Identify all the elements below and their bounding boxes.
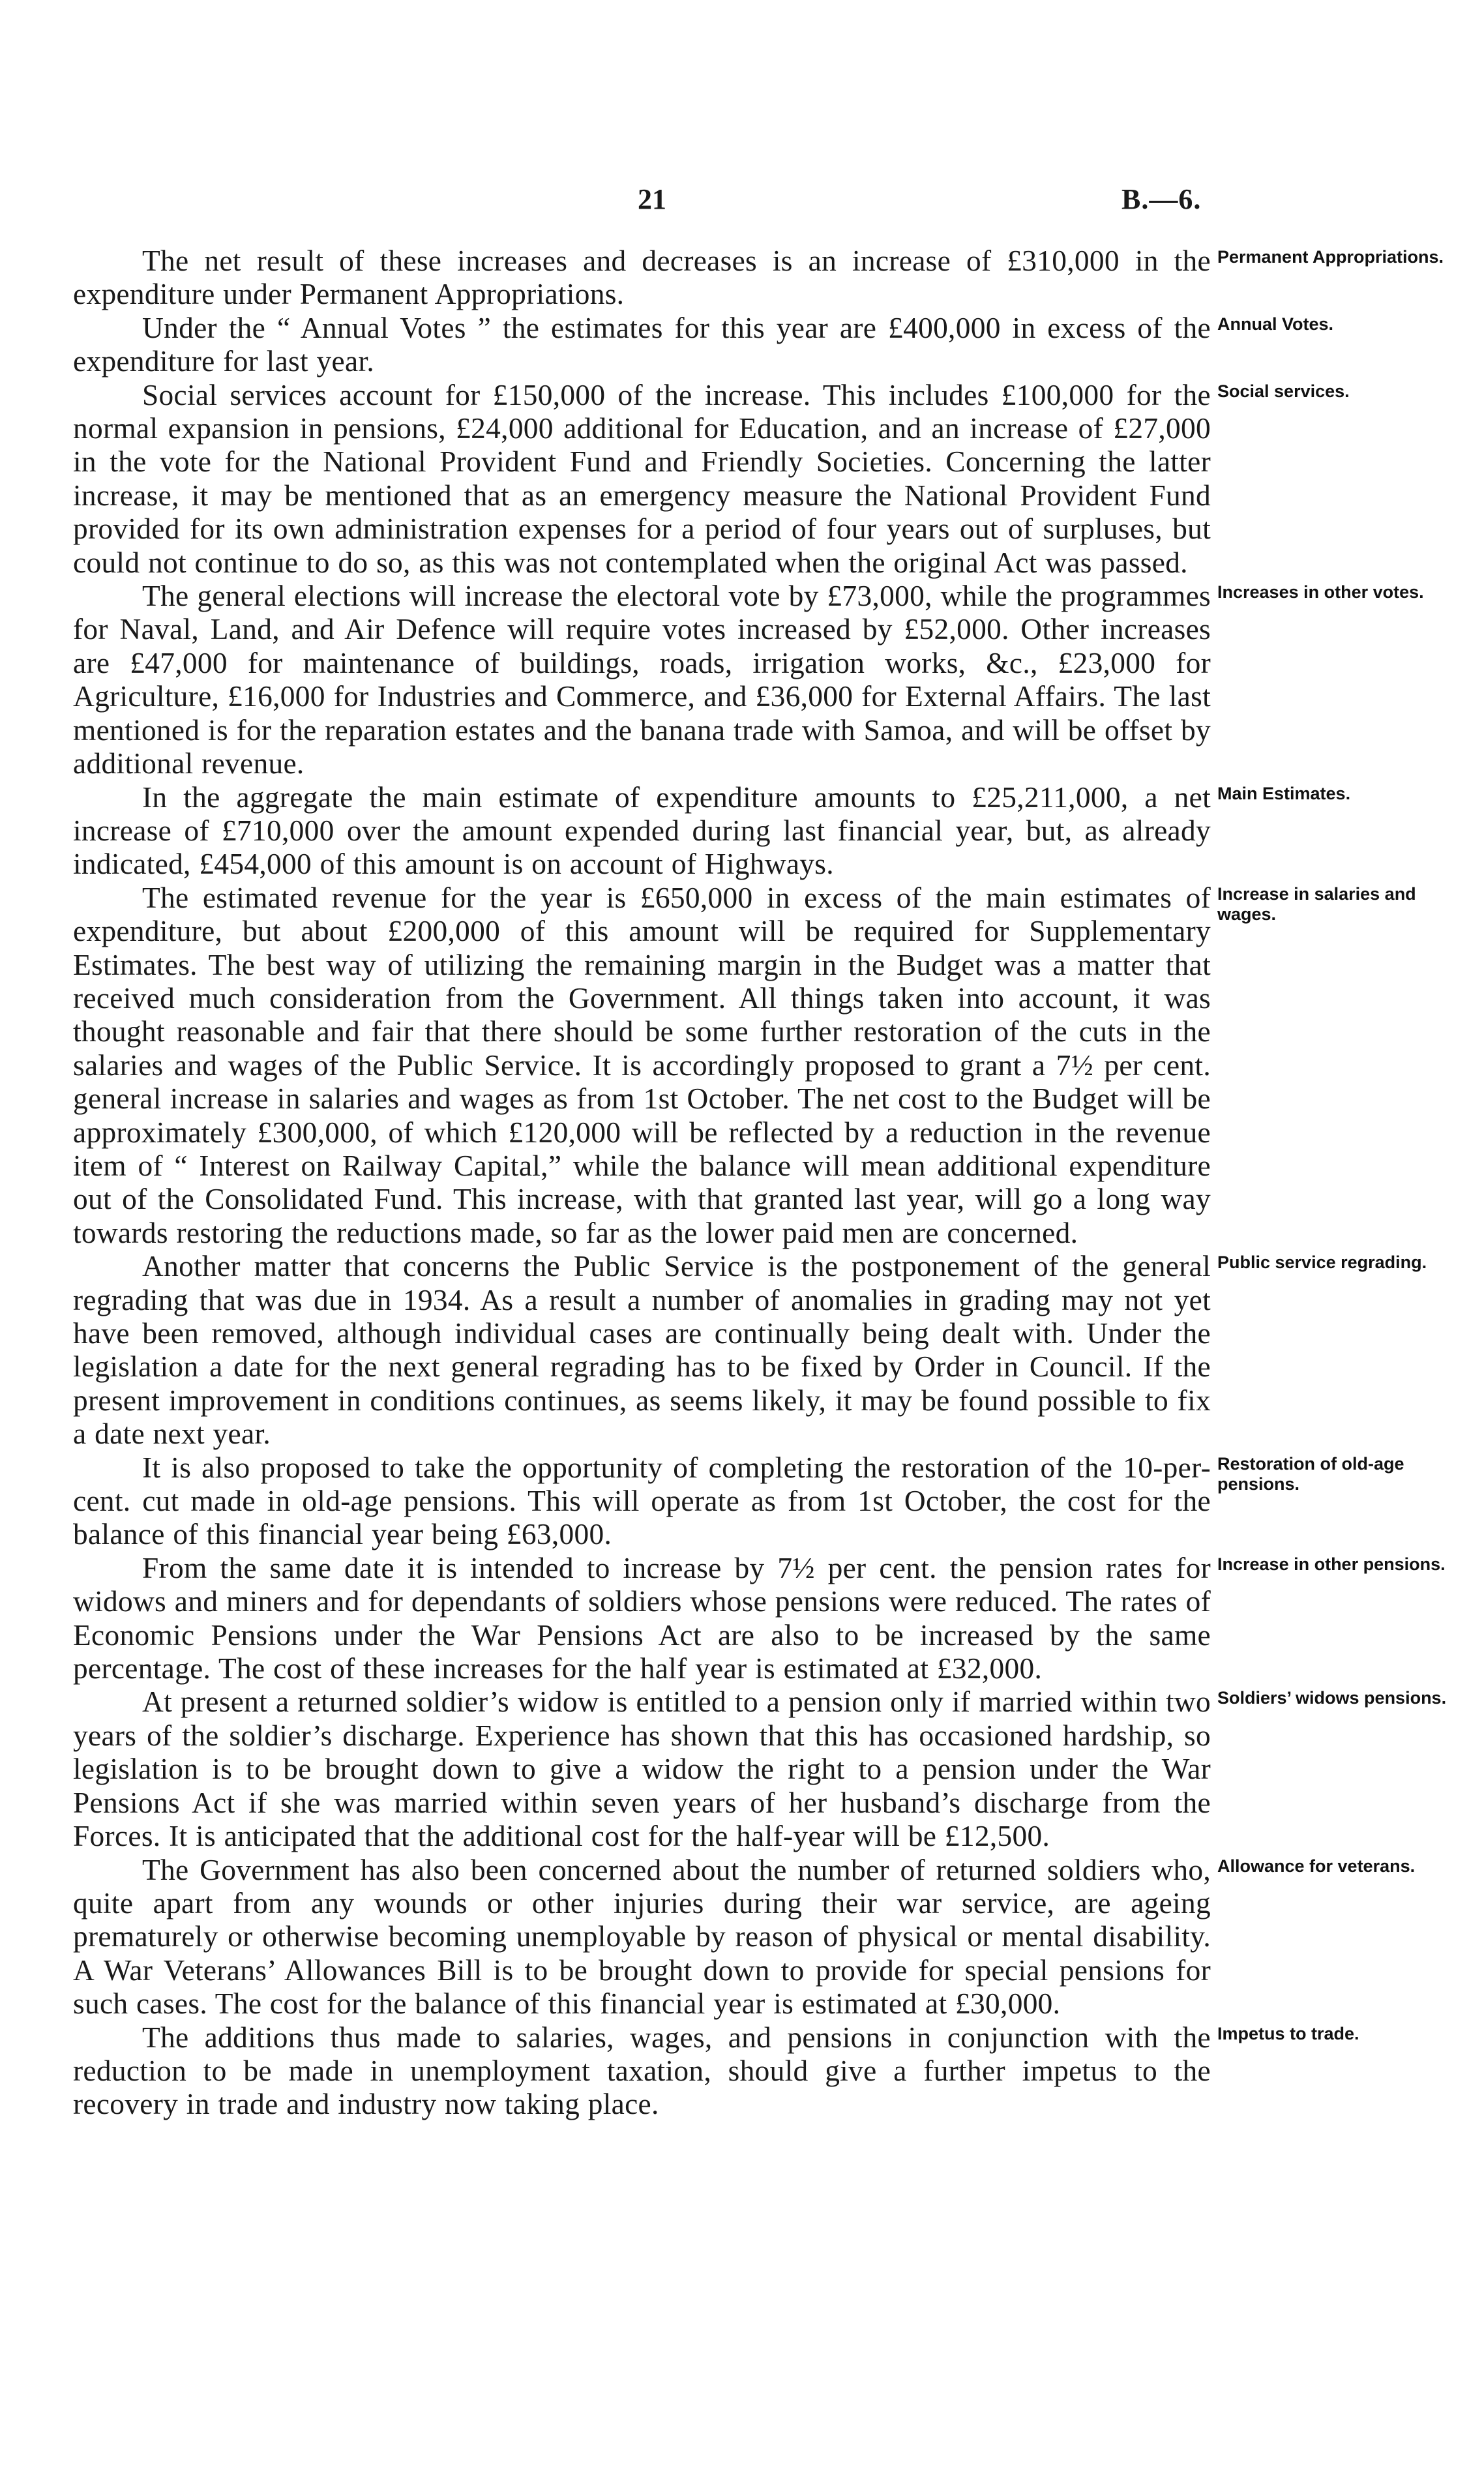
paragraph-veterans-allowance (73, 1853, 1416, 2021)
paragraph-annual-votes (73, 311, 1334, 379)
margin-note: Annual Votes. (1217, 314, 1334, 334)
margin-note: Increase in salaries and wages. (1217, 883, 1416, 924)
margin-note: Restoration of old-age pensions. (1217, 1453, 1404, 1494)
paragraph-text: The general elections will increase the electoral vote by £73,000, while the programmes for Naval, Land, and Air Defence will require votes increased by £52,000. Other increases are £47,000 for maintenance of buildings, roads, irrigation works, &c., £23,000 for Agriculture, £16,000 for Industries and Commerce, and £36,000 for External Affairs. The last mentioned is for the reparation estates and the banana trade with Samoa, and will be offset by additional revenue. (73, 580, 1211, 780)
paragraph-text: It is also proposed to take the opportunity of completing the restoration of the 10-per-cent. cut made in old-age pensions. This will operate as from 1st October, the cost for the balance of this financial year being £63,000. (73, 1451, 1211, 1551)
margin-note: Allowance for veterans. (1217, 1856, 1416, 1876)
margin-note: Impetus to trade. (1217, 2023, 1359, 2043)
paragraph-old-age-pensions (73, 1451, 1404, 1552)
paragraph-text: In the aggregate the main estimate of expenditure amounts to £25,211,000, a net increase of £710,000 over the amount expended during last financial year, but, as already indicated, £454,000 of this amount is on account of Highways. (73, 780, 1211, 881)
margin-note: Public service regrading. (1217, 1253, 1427, 1273)
paragraph-text: The net result of these increases and decreases is an increase of £310,000 in the expenditure under Permanent Appropriations. (73, 245, 1211, 311)
paragraph-permanent-appropriations (73, 245, 1444, 312)
paragraph-other-pensions (73, 1551, 1446, 1686)
margin-note: Main Estimates. (1217, 783, 1351, 803)
body-text (73, 245, 1447, 2122)
paragraph-text: The Government has also been concerned about the number of returned soldiers who, quite apart from any wounds or other injuries during their war service, are ageing prematurely or otherwise becoming unemployable by reason of physical or mental disability. A War Veterans’ Allowances Bill is to be brought down to provide for special pensions for such cases. The cost for the balance of this financial year is estimated at £30,000. (73, 1853, 1211, 2021)
paragraph-soldiers-widows (73, 1685, 1447, 1853)
margin-note: Permanent Appropriations. (1217, 247, 1444, 267)
margin-note: Increase in other pensions. (1217, 1554, 1446, 1574)
paragraph-public-service-regrading (73, 1250, 1427, 1451)
paragraph-salaries-wages (73, 881, 1416, 1250)
paragraph-text: Social services account for £150,000 of the increase. This includes £100,000 for the normal expansion in pensions, £24,000 additional for Education, and an increase of £27,000 in the vote for the National Provident Fund and Friendly Societies. Concerning the latter increase, it may be mentioned that as an emergency measure the National Provident Fund provided for its own administration expenses for a period of four years out of surpluses, but could not continue to do so, as this was not contemplated when the original Act was passed. (73, 378, 1211, 579)
document-reference: B.—6. (1121, 183, 1202, 215)
paragraph-text: Under the “ Annual Votes ” the estimates for this year are £400,000 in excess of the expenditure for last year. (73, 311, 1211, 378)
margin-note: Soldiers’ widows pensions. (1217, 1688, 1447, 1708)
paragraph-text: Another matter that concerns the Public Service is the postponement of the general regrading that was due in 1934. As a result a number of anomalies in grading may not yet have been removed, although individual cases are continually being dealt with. Under the legislation a date for the next general regrading has to be fixed by Order in Council. If the present improvement in conditions continues, as seems likely, it may be found possible to fix a date next year. (73, 1250, 1211, 1451)
paragraph-main-estimates (73, 780, 1351, 882)
page-number: 21 (638, 183, 666, 215)
paragraph-text: At present a returned soldier’s widow is entitled to a pension only if married within two years of the soldier’s discharge. Experience has shown that this has occasioned hardship, so legislation is to be brought down to give a widow the right to a pension under the War Pensions Act if she was married within seven years of her husband’s discharge from the Forces. It is anticipated that the additional cost for the half-year will be £12,500. (73, 1685, 1211, 1853)
paragraph-text: The estimated revenue for the year is £650,000 in excess of the main estimates of expenditure, but about £200,000 of this amount will be required for Supplementary Estimates. The best way of utilizing the remaining margin in the Budget was a matter that received much consideration from the Government. All things taken into account, it was thought reasonable and fair that there should be some further restoration of the cuts in the salaries and wages of the Public Service. It is accordingly proposed to grant a 7½ per cent. general increase in salaries and wages as from 1st October. The net cost to the Budget will be approximately £300,000, of which £120,000 will be reflected by a reduction in the revenue item of “ Interest on Railway Capital,” while the balance will mean additional expenditure out of the Consolidated Fund. This increase, with that granted last year, will go a long way towards restoring the reductions made, so far as the lower paid men are concerned. (73, 881, 1211, 1249)
paragraph-text: The additions thus made to salaries, wages, and pensions in conjunction with the reduction to be made in unemployment taxation, should give a further impetus to the recovery in trade and industry now taking place. (73, 2021, 1211, 2121)
margin-note: Increases in other votes. (1217, 582, 1424, 602)
paragraph-other-votes (73, 580, 1424, 780)
paragraph-social-services (73, 378, 1350, 580)
paragraph-text: From the same date it is intended to increase by 7½ per cent. the pension rates for widows and miners and for dependants of soldiers whose pensions were reduced. The rates of Economic Pensions under the War Pensions Act are also to be increased by the same percentage. The cost of these increases for the half year is estimated at £32,000. (73, 1551, 1211, 1685)
paragraph-impetus-to-trade (73, 2021, 1359, 2122)
margin-note: Social services. (1217, 381, 1350, 401)
